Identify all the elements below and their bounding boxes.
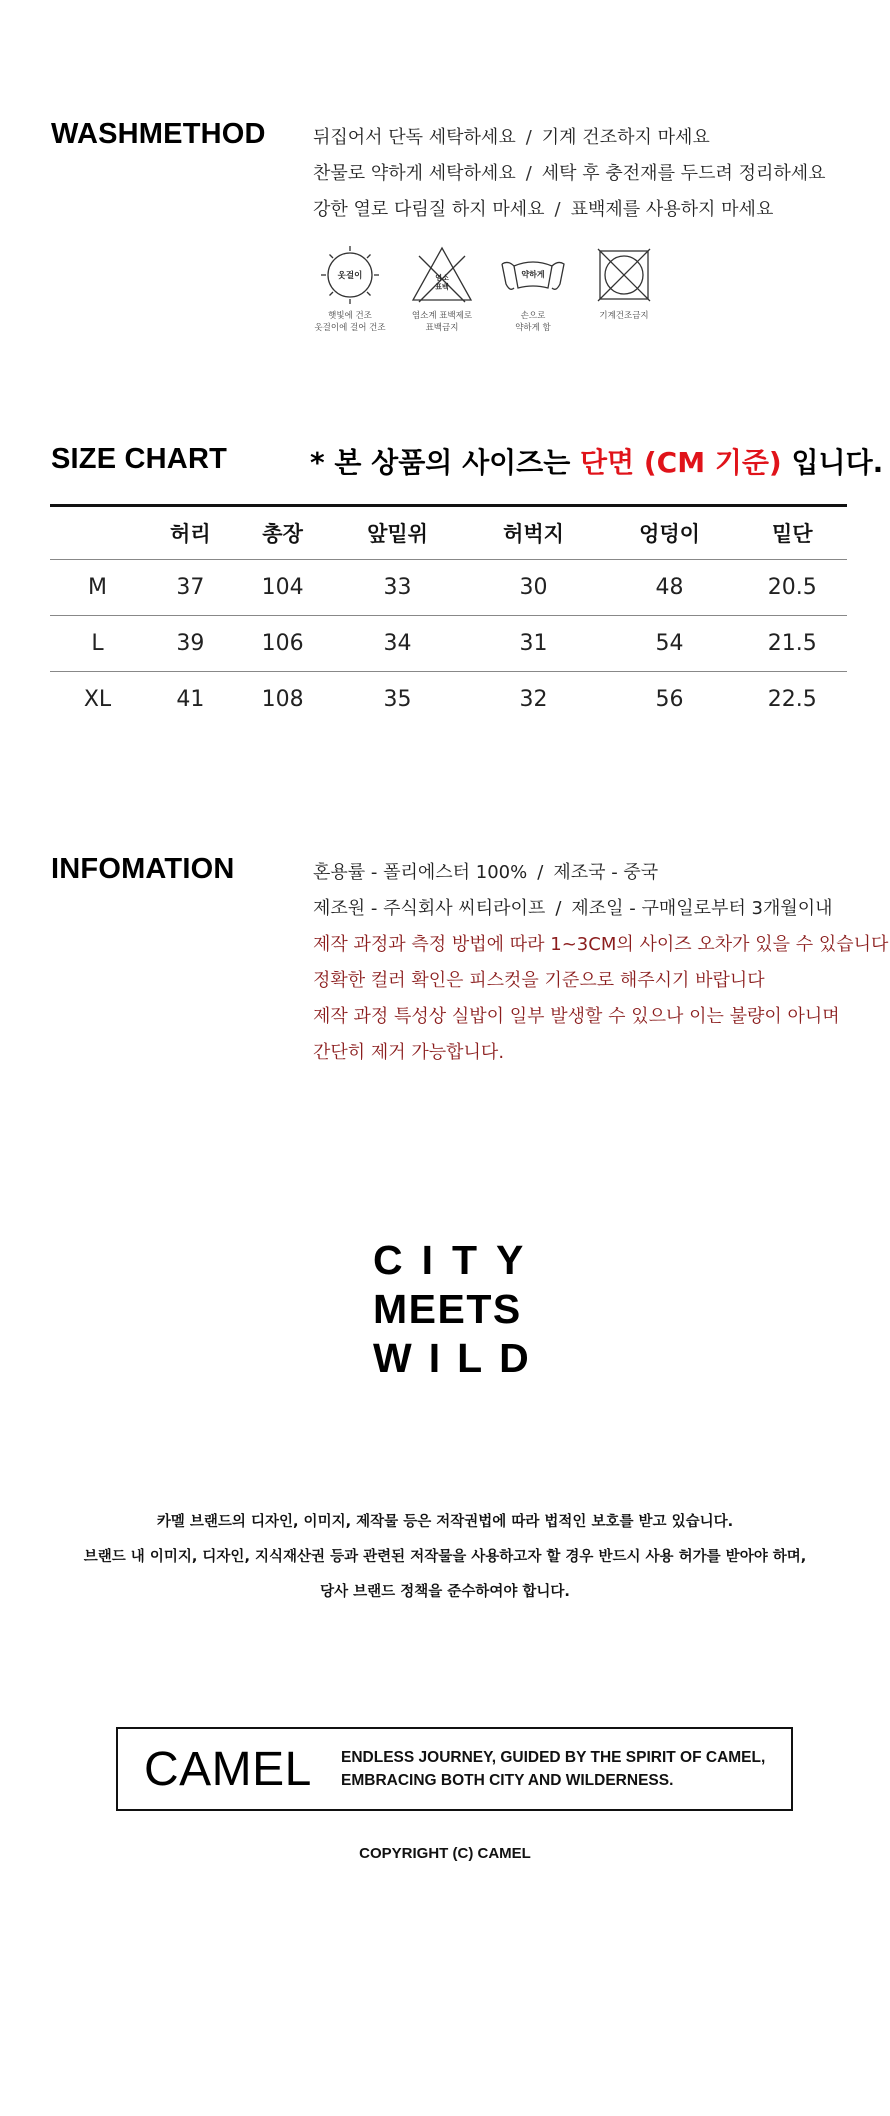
size-note — [310, 441, 883, 481]
separator: / — [525, 163, 532, 184]
info-note: 제작 과정과 측정 방법에 따라 1~3CM의 사이즈 오차가 있을 수 있습니다 — [313, 934, 889, 955]
brand-tagline — [341, 1746, 765, 1792]
notice-line: 브랜드 내 이미지, 디자인, 지식재산권 등과 관련된 저작물을 사용하고자 할 경우 반드시 사용 허가를 받아야 하며, — [83, 1549, 807, 1565]
brand-logo: CAMEL — [144, 1743, 312, 1796]
column-header: 엉덩이 — [602, 506, 738, 560]
no-bleach-label-top: 염소 — [435, 274, 449, 282]
table-cell: 104 — [236, 560, 330, 616]
size-note-highlight: 단면 (CM 기준) — [580, 446, 782, 479]
table-row — [50, 560, 847, 616]
size-note-prefix: * 본 상품의 사이즈는 — [310, 446, 581, 479]
hand-wash-icon — [498, 244, 568, 306]
care-caption: 염소계 표백제로 표백금지 — [411, 311, 473, 333]
copyright-text: COPYRIGHT (C) CAMEL — [359, 1845, 531, 1862]
brand-slogan — [373, 1236, 546, 1383]
care-symbol-sun-dry — [300, 244, 400, 334]
table-row — [50, 672, 847, 728]
care-caption: 손으로 약하게 함 — [515, 311, 551, 333]
wash-instruction: 세탁 후 충전재를 두드려 정리하세요 — [541, 163, 826, 184]
care-symbol-no-bleach — [392, 244, 492, 334]
table-row — [50, 616, 847, 672]
table-cell: 106 — [236, 616, 330, 672]
manufacturer: 제조원 - 주식회사 씨티라이프 — [313, 898, 546, 919]
column-header — [50, 506, 145, 560]
table-cell: 32 — [519, 687, 548, 713]
information-details — [313, 855, 889, 1071]
table-cell: 34 — [330, 616, 466, 672]
info-note: 간단히 제거 가능합니다. — [313, 1042, 505, 1063]
table-header-row — [50, 506, 847, 560]
table-cell: 21.5 — [738, 616, 847, 672]
table-cell: 41 — [176, 687, 205, 713]
info-line — [313, 891, 873, 927]
country-of-origin: 제조국 - 중국 — [553, 862, 659, 883]
separator: / — [555, 898, 562, 919]
fabric-composition: 혼용률 - 폴리에스터 100% — [313, 862, 528, 883]
care-caption: 기계건조금지 — [599, 311, 649, 321]
table-cell: 48 — [602, 560, 738, 616]
size-label: XL — [83, 687, 112, 713]
wash-line — [313, 192, 873, 228]
size-chart-heading: SIZE CHART — [51, 443, 227, 475]
table-cell: 31 — [466, 616, 602, 672]
table-cell: 37 — [145, 560, 236, 616]
care-symbol-no-tumble-dry — [574, 244, 674, 322]
table-cell: 33 — [330, 560, 466, 616]
wash-instruction: 강한 열로 다림질 하지 마세요 — [313, 199, 545, 220]
table-cell: 54 — [602, 616, 738, 672]
copyright-notice — [0, 1505, 890, 1610]
size-table — [50, 504, 847, 728]
no-tumble-dry-icon — [589, 244, 659, 306]
column-header: 밑단 — [738, 506, 847, 560]
table-cell: 35 — [383, 687, 412, 713]
table-cell: 108 — [261, 687, 304, 713]
no-bleach-label-bottom: 표백 — [435, 283, 449, 291]
information-heading: INFOMATION — [51, 853, 235, 885]
tagline-line: EMBRACING BOTH CITY AND WILDERNESS. — [341, 1772, 674, 1789]
info-note: 정확한 컬러 확인은 피스컷을 기준으로 해주시기 바랍니다 — [313, 970, 765, 991]
column-header: 앞밑위 — [330, 506, 466, 560]
info-line — [313, 855, 873, 891]
slogan-line: MEETS — [373, 1286, 522, 1332]
table-cell: 56 — [655, 687, 684, 713]
table-cell: 30 — [466, 560, 602, 616]
wash-instruction: 표백제를 사용하지 마세요 — [570, 199, 774, 220]
manufacture-date: 제조일 - 구매일로부터 3개월이내 — [571, 898, 833, 919]
wash-instruction: 찬물로 약하게 세탁하세요 — [313, 163, 516, 184]
sun-dry-label: 옷걸이 — [337, 271, 363, 281]
separator: / — [537, 862, 544, 883]
column-header: 허리 — [145, 506, 236, 560]
wash-instruction: 기계 건조하지 마세요 — [541, 127, 710, 148]
wash-line — [313, 156, 873, 192]
table-cell: 20.5 — [738, 560, 847, 616]
wash-method-heading: WASHMETHOD — [51, 118, 266, 150]
size-note-suffix: 입니다. — [781, 446, 884, 479]
wash-line — [313, 120, 873, 156]
column-header: 총장 — [236, 506, 330, 560]
slogan-line: CITY — [373, 1237, 543, 1283]
care-symbols — [300, 244, 680, 344]
slogan-line: WILD — [373, 1335, 546, 1381]
separator: / — [554, 199, 561, 220]
tagline-line: ENDLESS JOURNEY, GUIDED BY THE SPIRIT OF CAMEL, — [341, 1749, 766, 1766]
no-chlorine-bleach-icon — [407, 244, 477, 306]
size-label: L — [50, 616, 145, 672]
sun-dry-icon — [315, 244, 385, 306]
wash-instruction: 뒤집어서 단독 세탁하세요 — [313, 127, 516, 148]
separator: / — [525, 127, 532, 148]
wash-instructions — [313, 120, 873, 228]
column-header: 허벅지 — [466, 506, 602, 560]
table-cell: 22.5 — [767, 687, 817, 713]
notice-line: 카멜 브랜드의 디자인, 이미지, 제작물 등은 저작권법에 따라 법적인 보호를 받고 있습니다. — [156, 1514, 734, 1530]
notice-line: 당사 브랜드 정책을 준수하여야 합니다. — [320, 1584, 570, 1600]
info-note: 제작 과정 특성상 실밥이 일부 발생할 수 있으나 이는 불량이 아니며 — [313, 1006, 840, 1027]
hand-wash-label: 약하게 — [521, 270, 545, 279]
table-cell: 39 — [145, 616, 236, 672]
brand-box — [116, 1727, 793, 1811]
care-symbol-hand-wash — [483, 244, 583, 334]
size-label: M — [50, 560, 145, 616]
care-caption: 햇빛에 건조 옷걸이에 걸어 건조 — [314, 311, 386, 333]
